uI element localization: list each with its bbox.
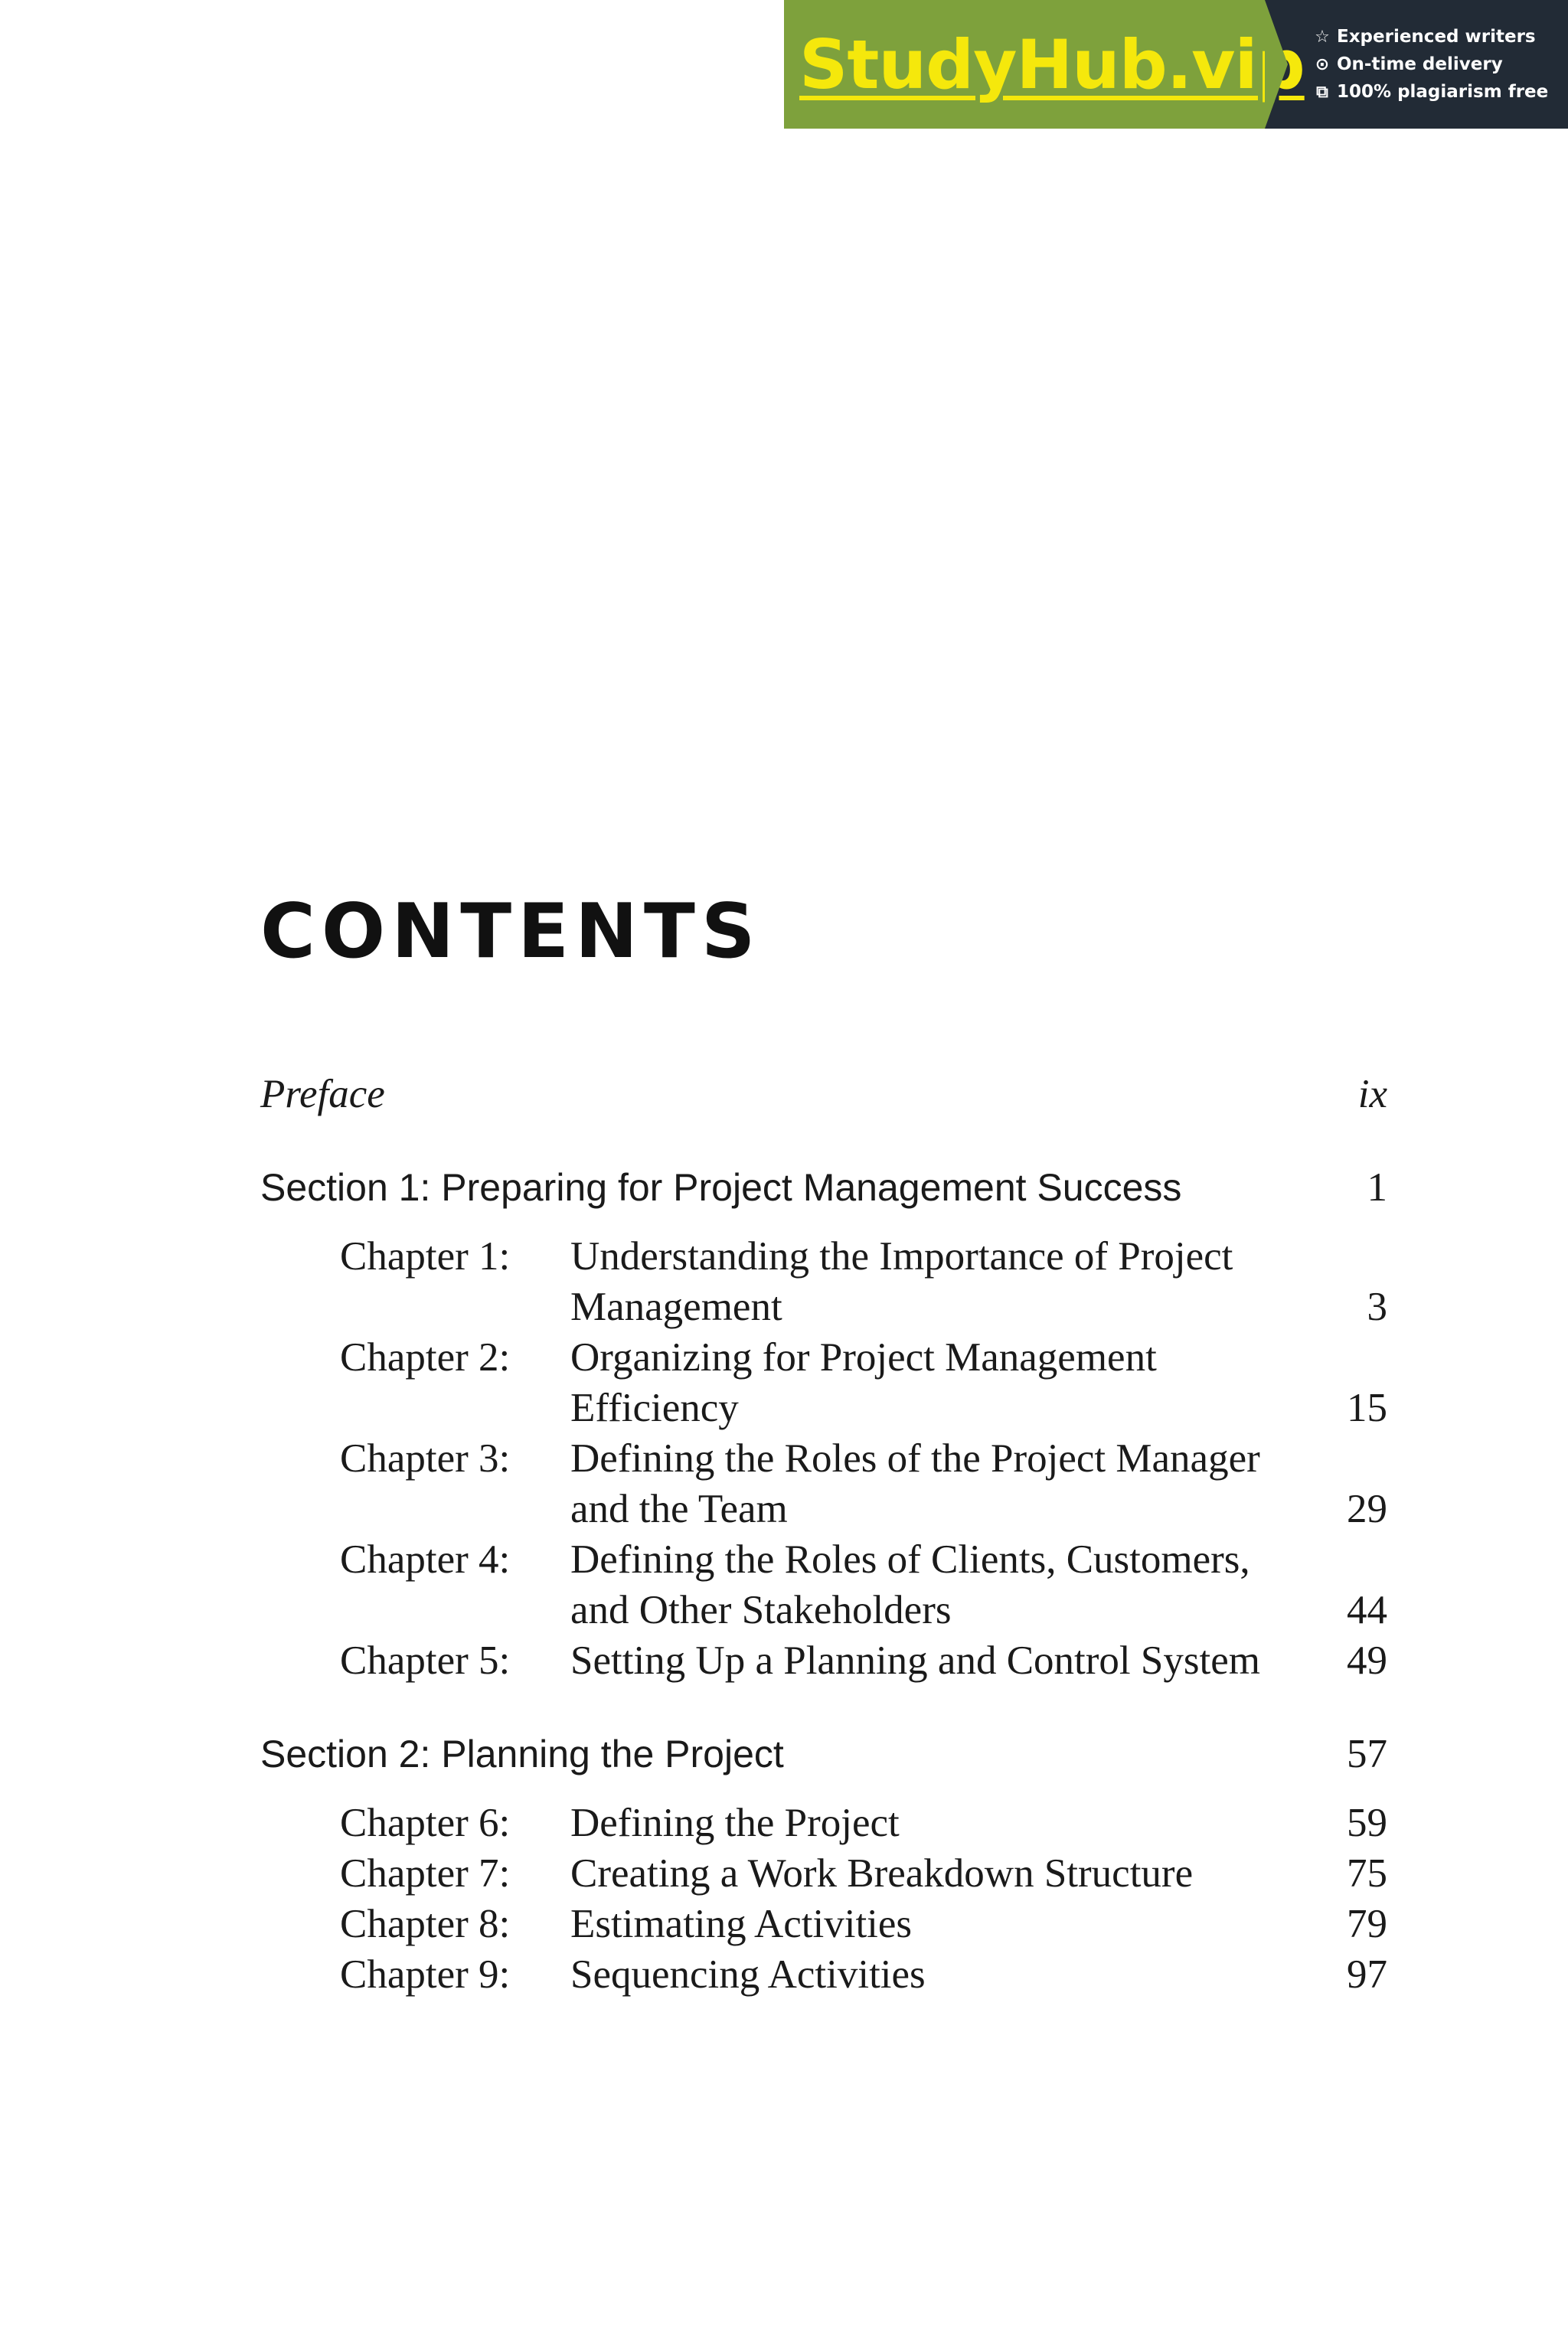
logo-text: StudyHub.vip <box>799 24 1305 104</box>
studyhub-banner[interactable] <box>784 0 1568 129</box>
chapter-title: Defining the Roles of Clients, Customers, and Other Stakeholders <box>570 1537 1250 1632</box>
toc-page-number: 59 <box>1347 1801 1387 1845</box>
toc-page-number: 75 <box>1347 1851 1387 1896</box>
toc-section-heading[interactable] <box>260 1729 1387 1779</box>
chapter-title: Creating a Work Breakdown Structure <box>570 1851 1194 1896</box>
feature-text: On-time delivery <box>1337 54 1503 74</box>
feature-text: Experienced writers <box>1337 27 1536 47</box>
chapter-title: Estimating Activities <box>570 1902 913 1946</box>
toc-chapter-5[interactable] <box>260 1635 1387 1686</box>
toc-section-2 <box>260 1729 1387 2000</box>
clock-icon: ⊙ <box>1315 54 1330 74</box>
chapter-title: Organizing for Project Management Efficiency <box>570 1335 1157 1430</box>
toc-chapter-3[interactable] <box>260 1433 1387 1534</box>
toc-page-number: 79 <box>1347 1902 1387 1946</box>
copy-icon: ⧉ <box>1316 82 1328 102</box>
toc-page-number: 29 <box>1347 1487 1387 1531</box>
toc-chapter-4[interactable] <box>260 1534 1387 1635</box>
section-label: Section 2: Planning the Project <box>260 1733 784 1775</box>
chapter-label: Chapter 9: <box>340 1952 511 1997</box>
feature-plagiarism-free <box>1312 82 1568 102</box>
chapter-label: Chapter 7: <box>340 1851 511 1896</box>
toc-page-number: 15 <box>1347 1386 1387 1430</box>
toc-chapter-2[interactable] <box>260 1332 1387 1433</box>
toc-section-1 <box>260 1162 1387 1686</box>
toc-chapter-1[interactable] <box>260 1231 1387 1332</box>
toc-chapter-6[interactable] <box>260 1798 1387 1848</box>
chapter-label: Chapter 8: <box>340 1902 511 1946</box>
toc-section-heading[interactable] <box>260 1162 1387 1213</box>
toc-entry-label: Preface <box>260 1072 385 1116</box>
chapter-label: Chapter 2: <box>340 1335 511 1380</box>
chapter-label: Chapter 4: <box>340 1537 511 1582</box>
toc-page-number: 44 <box>1347 1588 1387 1632</box>
toc-chapter-8[interactable] <box>260 1899 1387 1949</box>
chapter-label: Chapter 1: <box>340 1234 511 1279</box>
toc-chapter-7[interactable] <box>260 1848 1387 1899</box>
chapter-title: Defining the Project <box>570 1801 900 1845</box>
star-icon: ☆ <box>1315 27 1330 47</box>
chapter-title: Understanding the Importance of Project Management <box>570 1234 1233 1329</box>
toc-page-number: 3 <box>1367 1285 1387 1329</box>
banner-features <box>1265 0 1568 129</box>
feature-experienced-writers <box>1312 27 1568 47</box>
chapter-label: Chapter 3: <box>340 1436 511 1481</box>
toc-entry-preface[interactable] <box>260 1069 1387 1119</box>
toc-chapter-9[interactable] <box>260 1949 1387 2000</box>
chapter-title: Defining the Roles of the Project Manager and the Team <box>570 1436 1260 1531</box>
chapter-title: Sequencing Activities <box>570 1952 926 1997</box>
chapter-label: Chapter 6: <box>340 1801 511 1845</box>
toc-page-number: 97 <box>1347 1952 1387 1997</box>
table-of-contents <box>260 1069 1387 2000</box>
chapter-label: Chapter 5: <box>340 1638 511 1683</box>
toc-page-number: ix <box>1357 1072 1387 1116</box>
chapter-title: Setting Up a Planning and Control System <box>570 1638 1260 1683</box>
feature-text: 100% plagiarism free <box>1337 82 1549 102</box>
toc-page-number: 57 <box>1347 1732 1387 1776</box>
section-label: Section 1: Preparing for Project Management Success <box>260 1166 1182 1209</box>
page-title: CONTENTS <box>260 888 762 975</box>
studyhub-logo[interactable] <box>784 0 1305 129</box>
toc-page-number: 1 <box>1367 1165 1387 1210</box>
toc-page-number: 49 <box>1347 1638 1387 1683</box>
feature-on-time-delivery <box>1312 54 1568 74</box>
